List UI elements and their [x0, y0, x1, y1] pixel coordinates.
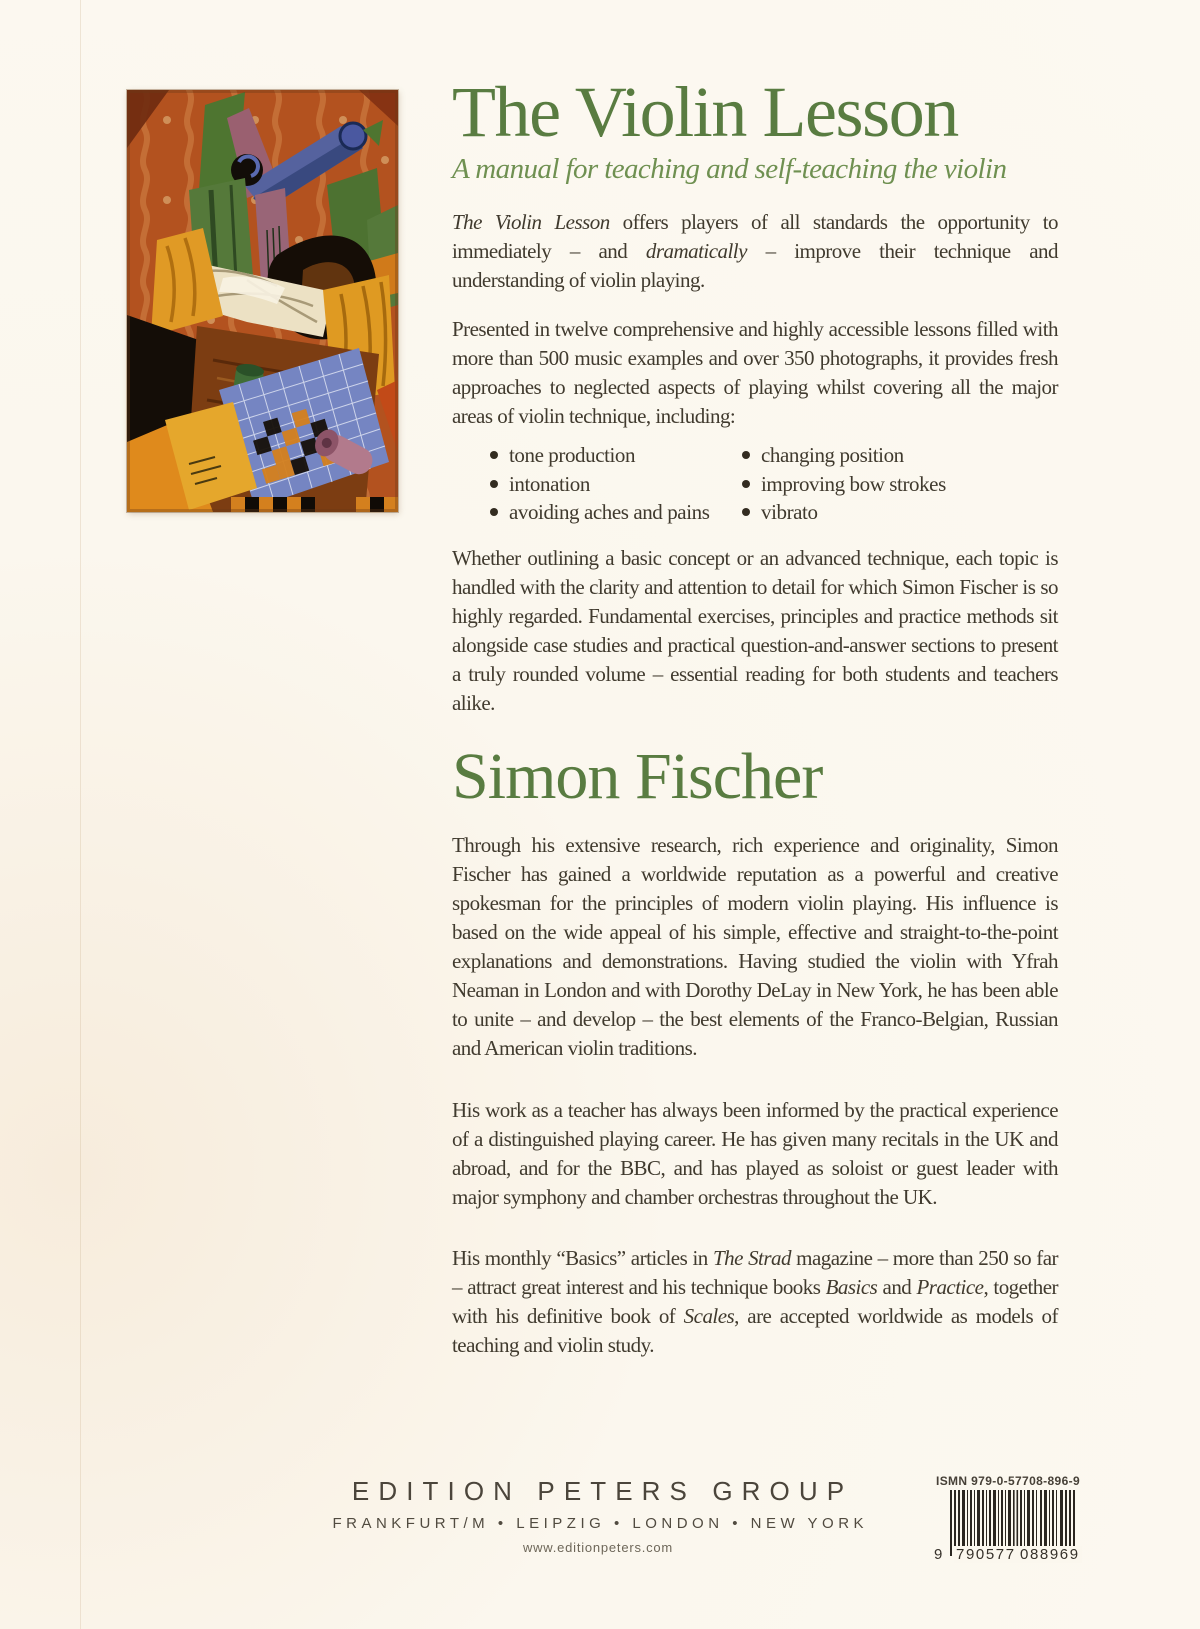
- publisher-cities: FRANKFURT/M • LEIPZIG • LONDON • NEW YORK: [332, 1514, 869, 1532]
- list-item: [490, 441, 709, 470]
- list-item: [742, 470, 946, 499]
- bullet-icon: [490, 451, 498, 459]
- cubist-violin-painting-svg: [127, 90, 398, 512]
- bullet-label: intonation: [509, 471, 590, 496]
- publisher-name: EDITION PETERS GROUP: [351, 1476, 854, 1506]
- bullet-icon: [742, 508, 750, 516]
- book-contents-paragraph: Presented in twelve comprehensive and highly accessible lessons filled with more than 500 music examples and over 350 photographs, it provides fresh approaches to neglected aspects of playing whilst covering all the major areas of violin technique, including:: [452, 317, 1058, 428]
- book-summary-paragraph: Whether outlining a basic concept or an advanced technique, each topic is handled with the clarity and attention to detail for which Simon Fischer is so highly regarded. Fundamental exercises, principles and practice methods sit alongside case studies and practical question-and-answer sections to present a truly rounded volume – essential reading for both students and teachers alike.: [452, 546, 1058, 715]
- bullet-column-right: [742, 441, 946, 527]
- technique-bullet-list: [452, 441, 1058, 531]
- bullet-label: improving bow strokes: [761, 471, 946, 496]
- list-item: [490, 498, 709, 527]
- book-intro-paragraph: The Violin Lesson offers players of all standards the opportunity to immediately – and dramatically – improve their technique and understanding of violin playing.: [452, 210, 1058, 292]
- barcode-digit-group-1: 790577: [956, 1546, 1016, 1563]
- ismn-label: ISMN 979-0-57708-896-9: [936, 1474, 1080, 1488]
- bullet-column-left: [490, 441, 709, 527]
- bullet-label: avoiding aches and pains: [509, 500, 710, 524]
- bullet-icon: [742, 451, 750, 459]
- author-bio-paragraph-3: His monthly “Basics” articles in The Strad magazine – more than 250 so far – attract great interest and his technique books Basics and Practice, together with his definitive book of Scales, are accepted worldwide as models of teaching and violin study.: [452, 1246, 1058, 1357]
- bullet-icon: [490, 508, 498, 516]
- bullet-label: tone production: [509, 443, 636, 467]
- bullet-label: changing position: [761, 443, 904, 467]
- bullet-label: vibrato: [761, 500, 818, 524]
- author-bio-paragraph-1: Through his extensive research, rich experience and originality, Simon Fischer has gained a worldwide reputation as a powerful and creative spokesman for the principles of modern violin playing. His influence is based on the wide appeal of his simple, effective and straight-to-the-point explanations and demonstrations. Having studied the violin with Yfrah Neaman in London and with Dorothy DeLay in New York, he has been able to unite – and develop – the best elements of the Franco-Belgian, Russian and American violin traditions.: [452, 833, 1058, 1060]
- barcode-digit-left: 9: [934, 1546, 943, 1563]
- cover-artwork-cubist-violin-painting: [127, 90, 398, 512]
- list-item: [490, 470, 709, 499]
- publisher-website: www.editionpeters.com: [522, 1540, 674, 1556]
- barcode-digit-group-2: 088969: [1020, 1546, 1080, 1563]
- page-edge-shadow: [80, 0, 81, 1629]
- book-title: The Violin Lesson: [452, 72, 958, 152]
- publisher-footer: [298, 1477, 898, 1555]
- author-bio-paragraph-2: His work as a teacher has always been informed by the practical experience of a distinguished playing career. He has given many recitals in the UK and abroad, and for the BBC, and has played as soloist or guest leader with major symphony and chamber orchestras throughout the UK.: [452, 1098, 1058, 1209]
- list-item: [742, 498, 946, 527]
- author-name-heading: Simon Fischer: [452, 740, 823, 813]
- bullet-icon: [490, 480, 498, 488]
- isbn-barcode-block: [898, 1466, 1190, 1576]
- book-subtitle: A manual for teaching and self-teaching the violin: [452, 153, 1007, 185]
- bullet-icon: [742, 480, 750, 488]
- list-item: [742, 441, 946, 470]
